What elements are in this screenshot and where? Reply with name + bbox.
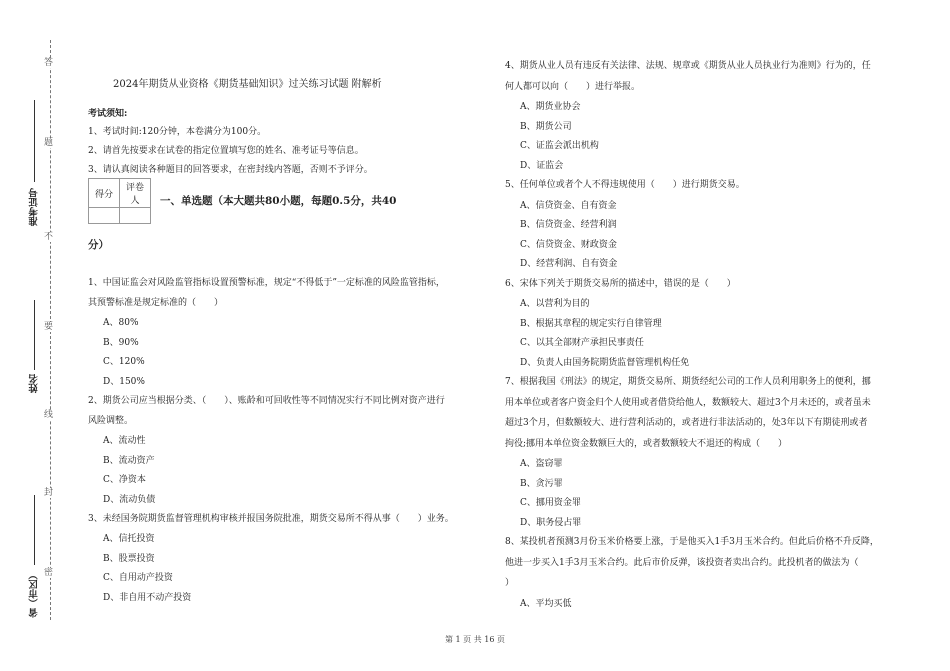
question-stem: 其预警标准是规定标准的（ ）: [88, 298, 224, 308]
question-stem: 他进一步买入1手3月玉米合约。此后市价反弹，该投资者卖出合约。此投机者的做法为（: [505, 557, 859, 568]
grader-header: 评卷人: [120, 179, 151, 208]
answer-option: B、90%: [103, 337, 139, 348]
score-table: [88, 178, 151, 224]
seal-char: 题: [44, 138, 54, 148]
question-stem: ）: [505, 578, 515, 588]
section-heading-cont: 分）: [88, 239, 109, 251]
notice-item: 2、请首先按要求在试卷的指定位置填写您的姓名、准考证号等信息。: [88, 146, 364, 156]
question-stem: 用本单位或者客户资金归个人使用或者借贷给他人，数额较大、超过3个月未还的，或者虽未: [505, 397, 871, 408]
answer-option: D、150%: [103, 376, 145, 387]
answer-option: B、贪污罪: [520, 478, 563, 489]
answer-option: D、职务侵占罪: [520, 517, 582, 528]
answer-option: A、以营利为目的: [520, 299, 590, 309]
question-stem: 何人都可以向（ ）进行举报。: [505, 81, 641, 92]
grader-cell[interactable]: [120, 208, 151, 224]
answer-option: B、流动资产: [103, 455, 155, 466]
answer-option: D、流动负债: [103, 494, 156, 505]
question-stem: 8、某投机者预测3月份玉米价格要上涨，于是他买入1手3月玉米合约。但此后价格不升反降，: [505, 537, 879, 547]
exam-no-label: 准考证号: [29, 188, 40, 226]
score-header: 得分: [89, 179, 120, 208]
answer-option: A、信贷资金、自有资金: [520, 200, 617, 211]
question-stem: 2、期货公司应当根据分类、（ ）、账龄和可回收性等不同情况实行不同比例对资产进行: [88, 396, 445, 406]
binding-margin: [0, 0, 80, 671]
seal-char: 答: [44, 58, 54, 68]
seal-char: 线: [44, 410, 54, 420]
answer-option: A、流动性: [103, 436, 146, 446]
answer-option: C、证监会派出机构: [520, 141, 599, 151]
answer-option: B、根据其章程的规定实行自律管理: [520, 318, 662, 329]
answer-option: C、挪用资金罪: [520, 498, 581, 508]
answer-option: B、信贷资金、经营利润: [520, 220, 617, 230]
seal-char: 不: [44, 232, 54, 242]
answer-option: C、净资本: [103, 475, 146, 485]
question-stem: 1、中国证监会对风险监管指标设置预警标准，规定“不得低于”一定标准的风险监管指标，: [88, 278, 445, 288]
answer-option: A、信托投资: [103, 534, 155, 544]
province-field-line: [34, 495, 35, 565]
section-heading: 一、单选题（本大题共80小题，每题0.5分，共40: [160, 195, 397, 207]
answer-option: A、平均买低: [520, 598, 572, 609]
question-stem: 拘役;挪用本单位资金数额巨大的，或者数额较大不退还的构成（ ）: [505, 438, 788, 449]
answer-option: A、80%: [103, 318, 139, 328]
seal-char: 密: [44, 568, 54, 578]
question-stem: 3、未经国务院期货监督管理机构审核并报国务院批准，期货交易所不得从事（ ）业务。: [88, 514, 454, 524]
notice-heading: 考试须知:: [88, 109, 128, 119]
answer-option: C、以其全部财产承担民事责任: [520, 338, 644, 348]
seal-char: 要: [44, 322, 54, 332]
answer-option: D、经营利润、自有资金: [520, 259, 618, 269]
answer-option: C、信贷资金、财政资金: [520, 239, 617, 250]
answer-option: B、股票投资: [103, 553, 155, 564]
page-footer: 第 1 页 共 16 页: [445, 635, 505, 644]
question-stem: 4、期货从业人员有违反有关法律、法规、规章或《期货从业人员执业行为准则》行为的，任: [505, 61, 871, 71]
question-stem: 风险调整。: [88, 416, 134, 426]
answer-option: A、盗窃罪: [520, 459, 563, 469]
answer-option: C、120%: [103, 357, 145, 367]
name-label: 姓名: [29, 374, 40, 393]
score-cell[interactable]: [89, 208, 120, 224]
answer-option: D、负责人由国务院期货监督管理机构任免: [520, 357, 690, 368]
answer-option: B、期货公司: [520, 121, 572, 132]
question-stem: 6、宋体下列关于期货交易所的描述中，错误的是（ ）: [505, 278, 736, 289]
answer-option: D、证监会: [520, 160, 564, 171]
answer-option: A、期货业协会: [520, 102, 581, 112]
notice-item: 3、请认真阅读各种题目的回答要求，在密封线内答题，否则不予评分。: [88, 165, 373, 175]
question-stem: 5、任何单位或者个人不得违规使用（ ）进行期货交易。: [505, 180, 745, 190]
name-field-line: [34, 300, 35, 370]
exam-no-field-line: [34, 100, 35, 182]
question-stem: 超过3个月，但数额较大、进行营利活动的，或者进行非法活动的，处3年以下有期徒刑或者: [505, 418, 868, 428]
document-title: 2024年期货从业资格《期货基础知识》过关练习试题 附解析: [113, 79, 382, 90]
seal-char: 封: [44, 488, 54, 498]
notice-item: 1、考试时间:120分钟，本卷满分为100分。: [88, 127, 267, 137]
answer-option: D、非自用不动产投资: [103, 592, 192, 603]
province-label: 省（市区）: [29, 570, 40, 618]
question-stem: 7、根据我国《刑法》的规定，期货交易所、期货经纪公司的工作人员利用职务上的便利，挪: [505, 377, 871, 387]
answer-option: C、自用动产投资: [103, 573, 173, 583]
